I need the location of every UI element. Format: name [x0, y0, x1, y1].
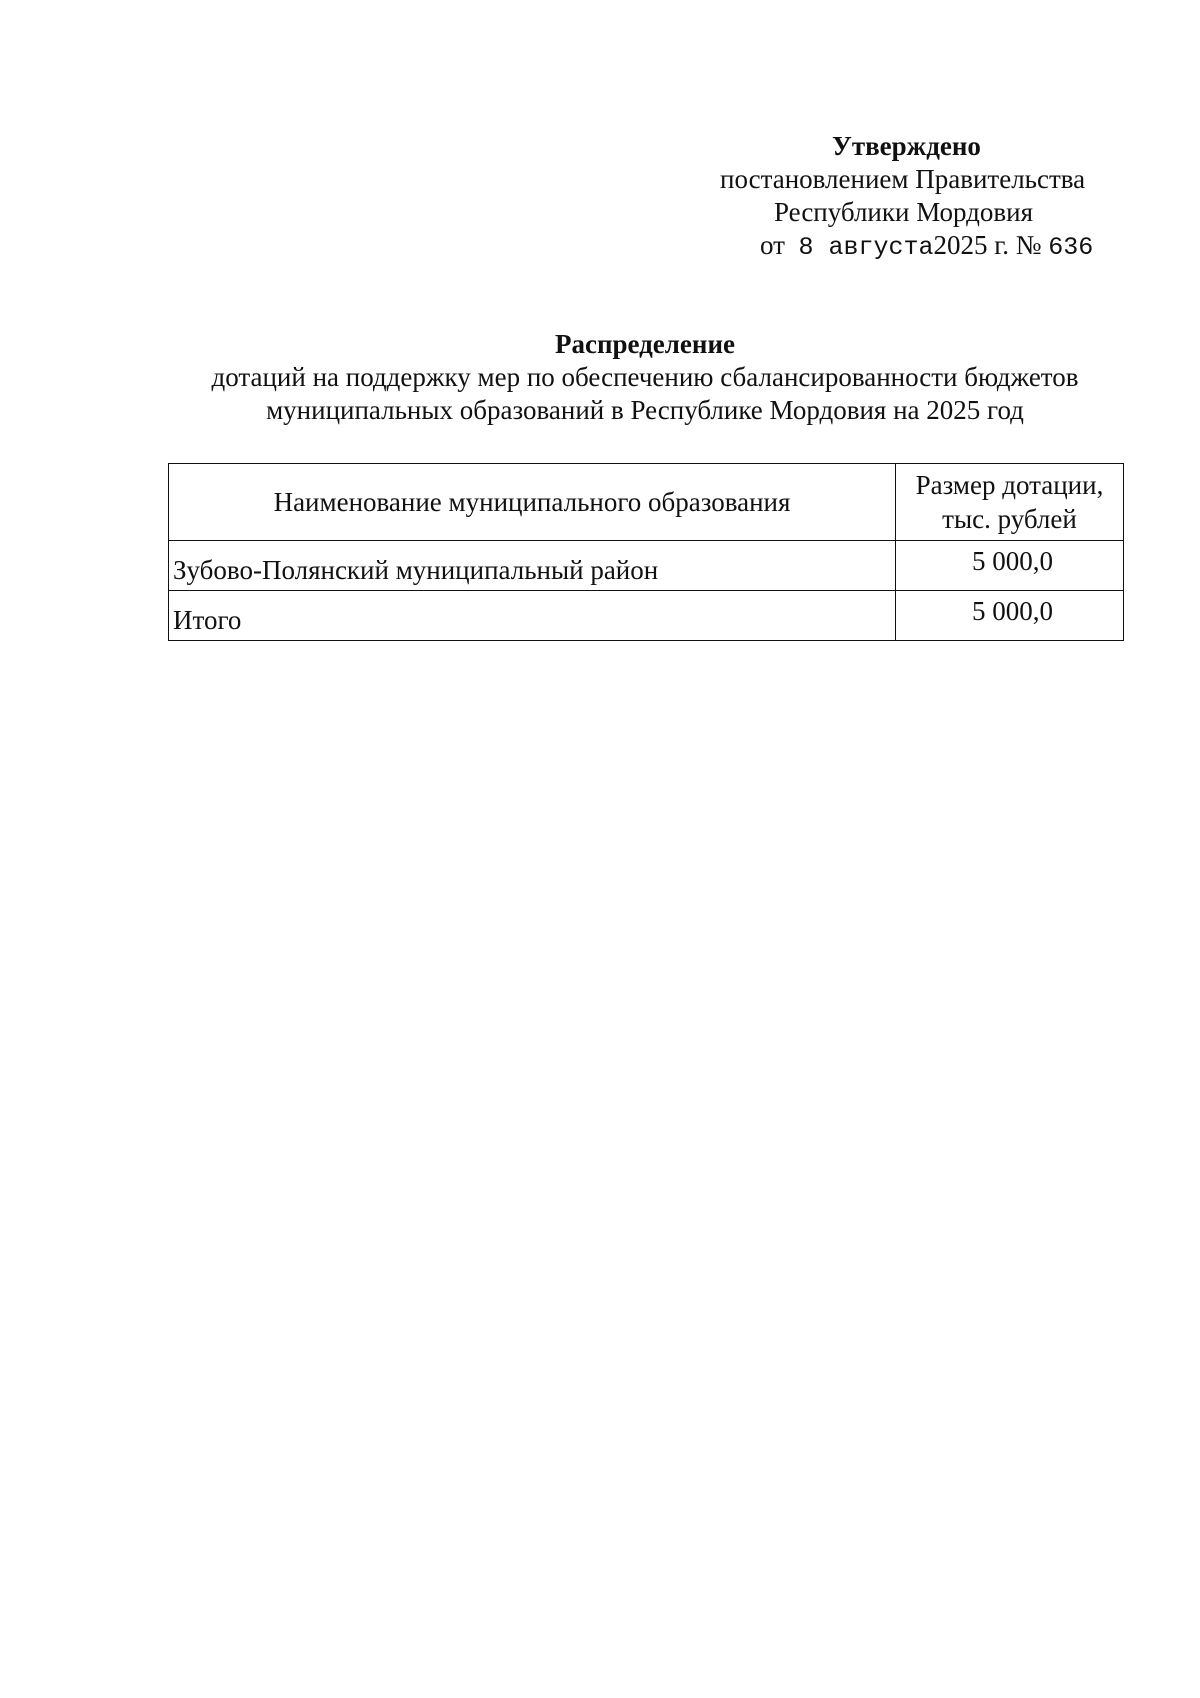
table-row [169, 541, 1124, 591]
republic-line: Республики Мордовия [774, 197, 1034, 227]
header-subsidy-amount [896, 464, 1124, 541]
total-label: Итого [169, 591, 896, 641]
decree-year: 2025 г. № [933, 230, 1042, 260]
row-municipality-name: Зубово-Полянский муниципальный район [169, 541, 896, 591]
table-total-row [169, 591, 1124, 641]
row-subsidy-amount: 5 000,0 [896, 541, 1124, 591]
allocation-table [168, 463, 1124, 641]
header-amount-line-2: тыс. рублей [942, 504, 1077, 534]
document-subtitle-line-2: муниципальных образований в Республике Мордовия на 2025 год [266, 395, 1024, 425]
table-header-row [169, 464, 1124, 541]
document-title-block [150, 328, 1140, 427]
approved-label: Утверждено [832, 131, 981, 161]
header-municipality-name: Наименование муниципального образования [169, 464, 896, 541]
date-prefix: от [760, 230, 785, 260]
decree-number: 636 [1048, 233, 1094, 262]
decree-line: постановлением Правительства [720, 164, 1086, 194]
document-subtitle-line-1: дотаций на поддержку мер по обеспечению сбалансированности бюджетов [211, 362, 1079, 392]
decree-date: 8 августа [798, 233, 934, 262]
document-title: Распределение [554, 329, 736, 359]
total-amount: 5 000,0 [896, 591, 1124, 641]
approval-stamp-block [700, 130, 1120, 264]
header-amount-line-1: Размер дотации, [915, 470, 1104, 500]
decree-date-line [700, 229, 1120, 264]
